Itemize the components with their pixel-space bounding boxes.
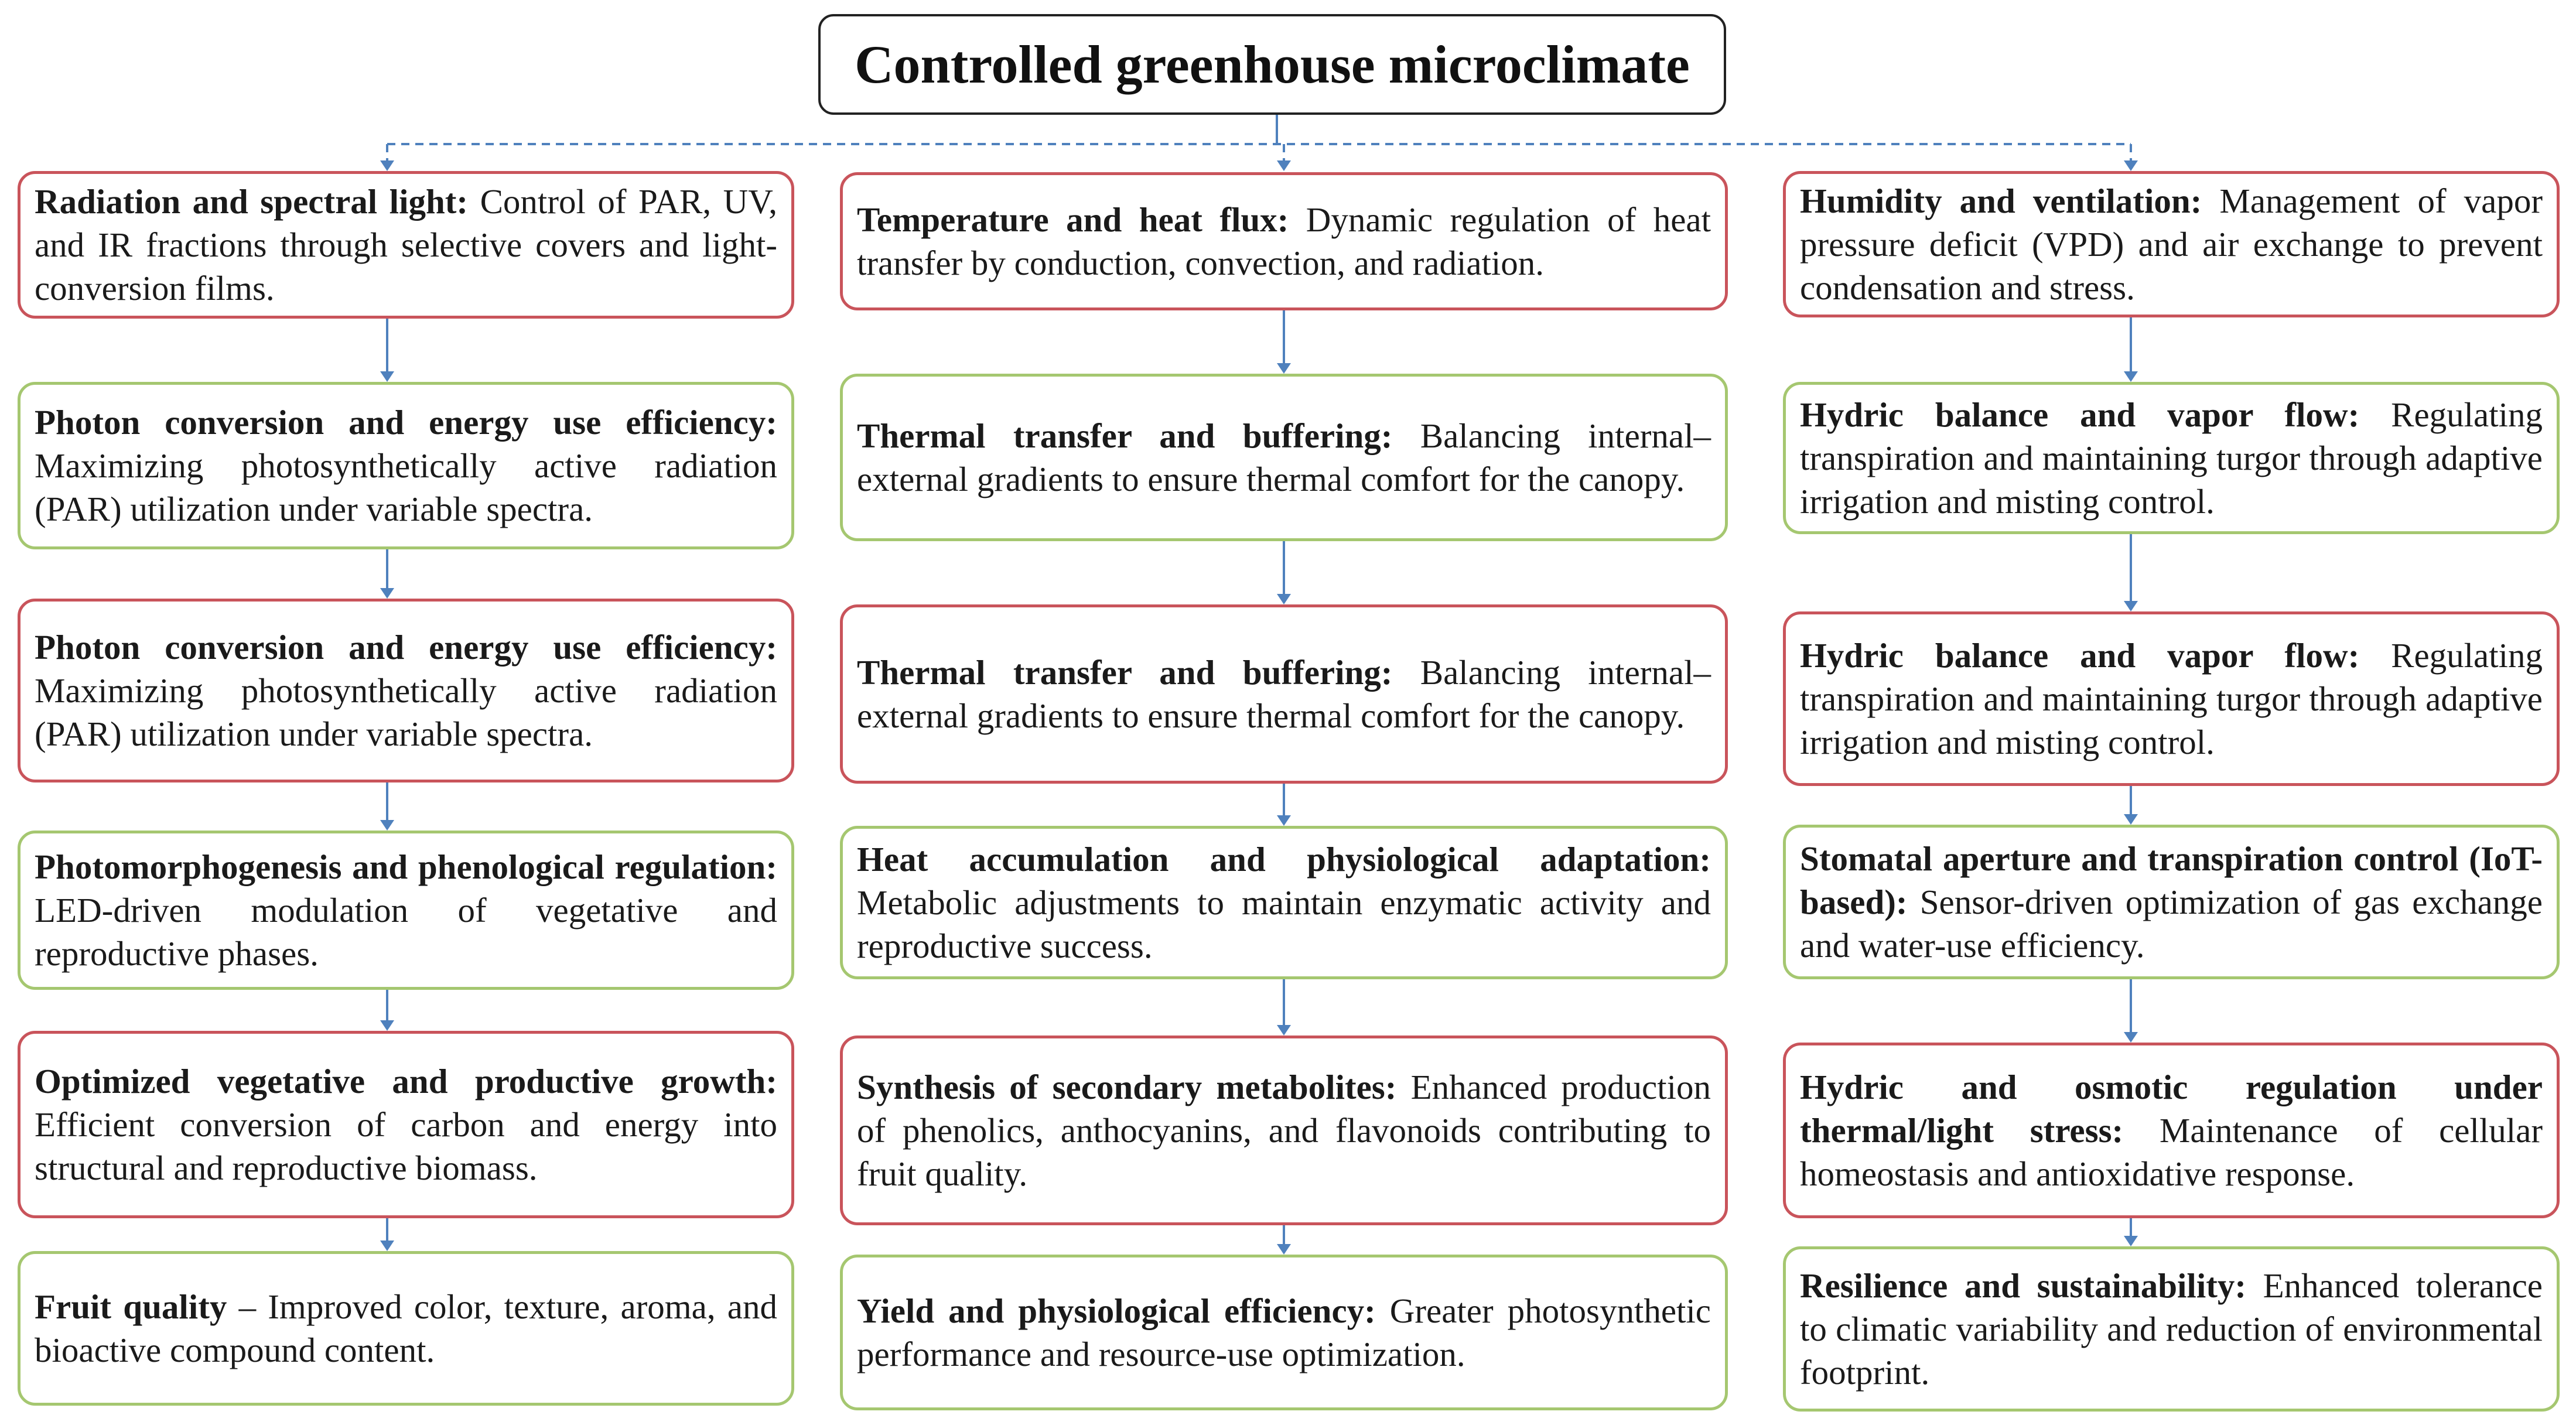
node-description: Maximizing photosynthetically active radiation (PAR) utilization under variable spectra. [35,446,777,528]
root-arrowhead-1 [380,160,394,171]
node-text [1800,837,2543,967]
humidity-node-4 [1783,825,2560,979]
node-heading: Thermal transfer and buffering: [857,653,1393,692]
node-heading: Hydric balance and vapor flow: [1800,395,2360,434]
node-text [35,626,777,756]
node-description: Enhanced tolerance to climatic variability and reduction of environmental footprint. [1800,1266,2543,1392]
arrowhead-col3-3 [2124,814,2138,825]
arrowhead-col2-5 [1277,1244,1291,1255]
radiation-node-2 [18,382,794,549]
node-text [857,198,1711,285]
radiation-node-3 [18,599,794,782]
node-text [1800,634,2543,764]
node-text [1800,393,2543,523]
node-text [1800,179,2543,309]
node-heading: Photomorphogenesis and phenological regulation: [35,848,777,886]
node-description: LED-driven modulation of vegetative and reproductive phases. [35,891,777,973]
node-description: Sensor-driven optimization of gas exchange and water-use efficiency. [1800,883,2543,965]
radiation-node-4 [18,831,794,990]
node-text [857,1289,1711,1376]
node-description: Balancing internal–external gradients to ensure thermal comfort for the canopy. [857,653,1711,735]
node-description: – Improved color, texture, aroma, and bioactive compound content. [35,1287,777,1369]
node-description: Maintenance of cellular homeostasis and antioxidative response. [1800,1111,2543,1193]
radiation-node-1 [18,171,794,319]
node-heading: Hydric balance and vapor flow: [1800,636,2360,675]
arrowhead-col3-1 [2124,371,2138,382]
node-heading: Stomatal aperture and transpiration control (IoT-based): [1800,839,2543,921]
node-heading: Fruit quality [35,1287,227,1326]
node-description: Greater photosynthetic performance and resource-use optimization. [857,1291,1711,1373]
root-title-box [818,14,1726,115]
node-text [857,651,1711,737]
node-heading: Hydric and osmotic regulation under thermal/light stress: [1800,1068,2543,1150]
node-description: Control of PAR, UV, and IR fractions through selective covers and light-conversion films. [35,182,777,307]
node-heading: Yield and physiological efficiency: [857,1291,1376,1330]
node-heading: Heat accumulation and physiological adaptation: [857,840,1711,879]
node-text [35,845,777,975]
temperature-node-1 [840,172,1728,310]
temperature-node-4 [840,826,1728,979]
node-text [35,401,777,531]
node-heading: Radiation and spectral light: [35,182,469,221]
temperature-node-3 [840,604,1728,784]
node-heading: Humidity and ventilation: [1800,182,2202,220]
node-heading: Temperature and heat flux: [857,200,1289,239]
temperature-node-6 [840,1255,1728,1410]
root-title: Controlled greenhouse microclimate [855,35,1690,94]
radiation-node-6 [18,1251,794,1406]
arrowhead-col2-1 [1277,363,1291,374]
node-heading: Photon conversion and energy use efficiency: [35,628,777,667]
humidity-node-1 [1783,171,2560,317]
arrowhead-col1-3 [380,820,394,831]
temperature-node-2 [840,374,1728,541]
node-description: Maximizing photosynthetically active radiation (PAR) utilization under variable spectra. [35,671,777,753]
node-text [1800,1065,2543,1195]
radiation-node-5 [18,1031,794,1218]
arrowhead-col2-3 [1277,815,1291,826]
arrowhead-col1-4 [380,1020,394,1031]
node-description: Management of vapor pressure deficit (VPD) and air exchange to prevent condensation and stress. [1800,182,2543,307]
arrowhead-col3-4 [2124,1032,2138,1043]
node-text [857,838,1711,968]
humidity-node-5 [1783,1043,2560,1218]
node-description: Regulating transpiration and maintaining turgor through adaptive irrigation and misting control. [1800,636,2543,761]
node-description: Dynamic regulation of heat transfer by conduction, convection, and radiation. [857,200,1711,282]
arrowhead-col2-2 [1277,594,1291,604]
arrowhead-col1-1 [380,371,394,382]
node-description: Metabolic adjustments to maintain enzymatic activity and reproductive success. [857,883,1711,965]
node-description: Regulating transpiration and maintaining turgor through adaptive irrigation and misting control. [1800,395,2543,521]
node-text [857,414,1711,501]
node-text [1800,1264,2543,1394]
node-description: Enhanced production of phenolics, anthocyanins, and flavonoids contributing to fruit quality. [857,1068,1711,1193]
node-heading: Synthesis of secondary metabolites: [857,1068,1397,1106]
humidity-node-3 [1783,611,2560,786]
temperature-node-5 [840,1036,1728,1225]
node-text [857,1065,1711,1195]
node-text [35,180,777,310]
arrowhead-col3-5 [2124,1236,2138,1246]
node-description: Efficient conversion of carbon and energy into structural and reproductive biomass. [35,1105,777,1187]
node-description: Balancing internal–external gradients to ensure thermal comfort for the canopy. [857,416,1711,498]
root-arrowhead-2 [1277,160,1291,171]
arrowhead-col3-2 [2124,601,2138,611]
node-heading: Resilience and sustainability: [1800,1266,2247,1305]
root-arrowhead-3 [2124,160,2138,171]
node-text [35,1285,777,1372]
node-heading: Thermal transfer and buffering: [857,416,1393,455]
humidity-node-6 [1783,1246,2560,1412]
arrowhead-col2-4 [1277,1025,1291,1036]
node-text [35,1060,777,1190]
humidity-node-2 [1783,382,2560,534]
arrowhead-col1-2 [380,588,394,599]
node-heading: Photon conversion and energy use efficiency: [35,403,777,442]
arrowhead-col1-5 [380,1241,394,1251]
node-heading: Optimized vegetative and productive growth: [35,1062,777,1101]
